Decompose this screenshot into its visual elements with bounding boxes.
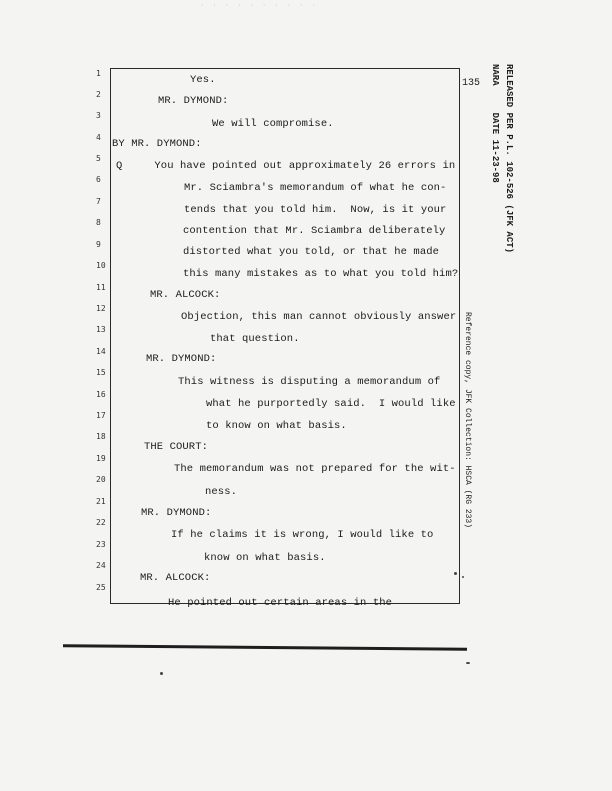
bottom-rule (63, 644, 467, 651)
line-number: 7 (96, 197, 101, 206)
line-number: 15 (96, 368, 106, 377)
speck (160, 672, 163, 675)
line-number: 9 (96, 240, 101, 249)
line-number: 19 (96, 454, 106, 463)
release-stamp-line2: NARA DATE 11-23-98 (490, 64, 500, 183)
line-number: 11 (96, 283, 106, 292)
line-number: 17 (96, 411, 106, 420)
release-stamp-line1: RELEASED PER P.L. 102-526 (JFK ACT) (504, 64, 514, 254)
speaker-label: THE COURT: (144, 441, 209, 453)
top-stamp: · · · · · · · · · · (200, 2, 318, 10)
transcript-line: contention that Mr. Sciambra deliberately (183, 225, 446, 237)
line-number: 22 (96, 518, 106, 527)
transcript-line: The memorandum was not prepared for the wit- (174, 463, 456, 475)
transcript-line: that question. (210, 333, 300, 345)
transcript-line: Mr. Sciambra's memorandum of what he con- (184, 182, 447, 194)
transcript-line: what he purportedly said. I would like (206, 398, 456, 410)
transcript-line: If he claims it is wrong, I would like to (171, 529, 434, 541)
speck (454, 572, 457, 575)
transcript-line: distorted what you told, or that he made (183, 246, 440, 258)
line-number: 24 (96, 561, 106, 570)
line-number: 4 (96, 133, 101, 142)
transcript-line: tends that you told him. Now, is it your (184, 204, 447, 216)
transcript-line: Yes. (190, 74, 216, 86)
page-number: 135 (462, 78, 481, 89)
transcript-line: ness. (205, 486, 238, 498)
speaker-label: MR. DYMOND: (141, 507, 212, 519)
line-number: 10 (96, 261, 106, 270)
line-number: 16 (96, 390, 106, 399)
line-number: 14 (96, 347, 106, 356)
speaker-label: BY MR. DYMOND: (112, 138, 202, 150)
speaker-label: MR. ALCOCK: (150, 289, 221, 301)
transcript-line: Objection, this man cannot obviously answer (181, 311, 457, 323)
transcript-line: know on what basis. (204, 552, 326, 564)
line-number: 12 (96, 304, 106, 313)
line-number: 5 (96, 154, 101, 163)
line-number: 2 (96, 90, 101, 99)
speaker-label: MR. DYMOND: (146, 353, 217, 365)
line-number: 13 (96, 325, 106, 334)
line-number: 20 (96, 475, 106, 484)
line-number: 21 (96, 497, 106, 506)
transcript-line: This witness is disputing a memorandum of (178, 376, 441, 388)
line-number: 1 (96, 69, 101, 78)
speaker-label: MR. ALCOCK: (140, 572, 211, 584)
line-number: 3 (96, 111, 101, 120)
transcript-line: We will compromise. (212, 118, 334, 130)
transcript-line: to know on what basis. (206, 420, 347, 432)
line-number: 25 (96, 583, 106, 592)
line-number: 23 (96, 540, 106, 549)
transcript-line: Q You have pointed out approximately 26 errors in (116, 160, 456, 172)
line-number: 8 (96, 218, 101, 227)
line-number: 18 (96, 432, 106, 441)
speck (462, 576, 464, 578)
transcript-line: He pointed out certain areas in the (168, 597, 393, 609)
speck (466, 662, 470, 664)
speaker-label: MR. DYMOND: (158, 95, 229, 107)
line-number: 6 (96, 175, 101, 184)
reference-copy-note: Reference copy, JFK Collection: HSCA (RG 233) (463, 312, 472, 529)
transcript-line: this many mistakes as to what you told him? (183, 268, 459, 280)
